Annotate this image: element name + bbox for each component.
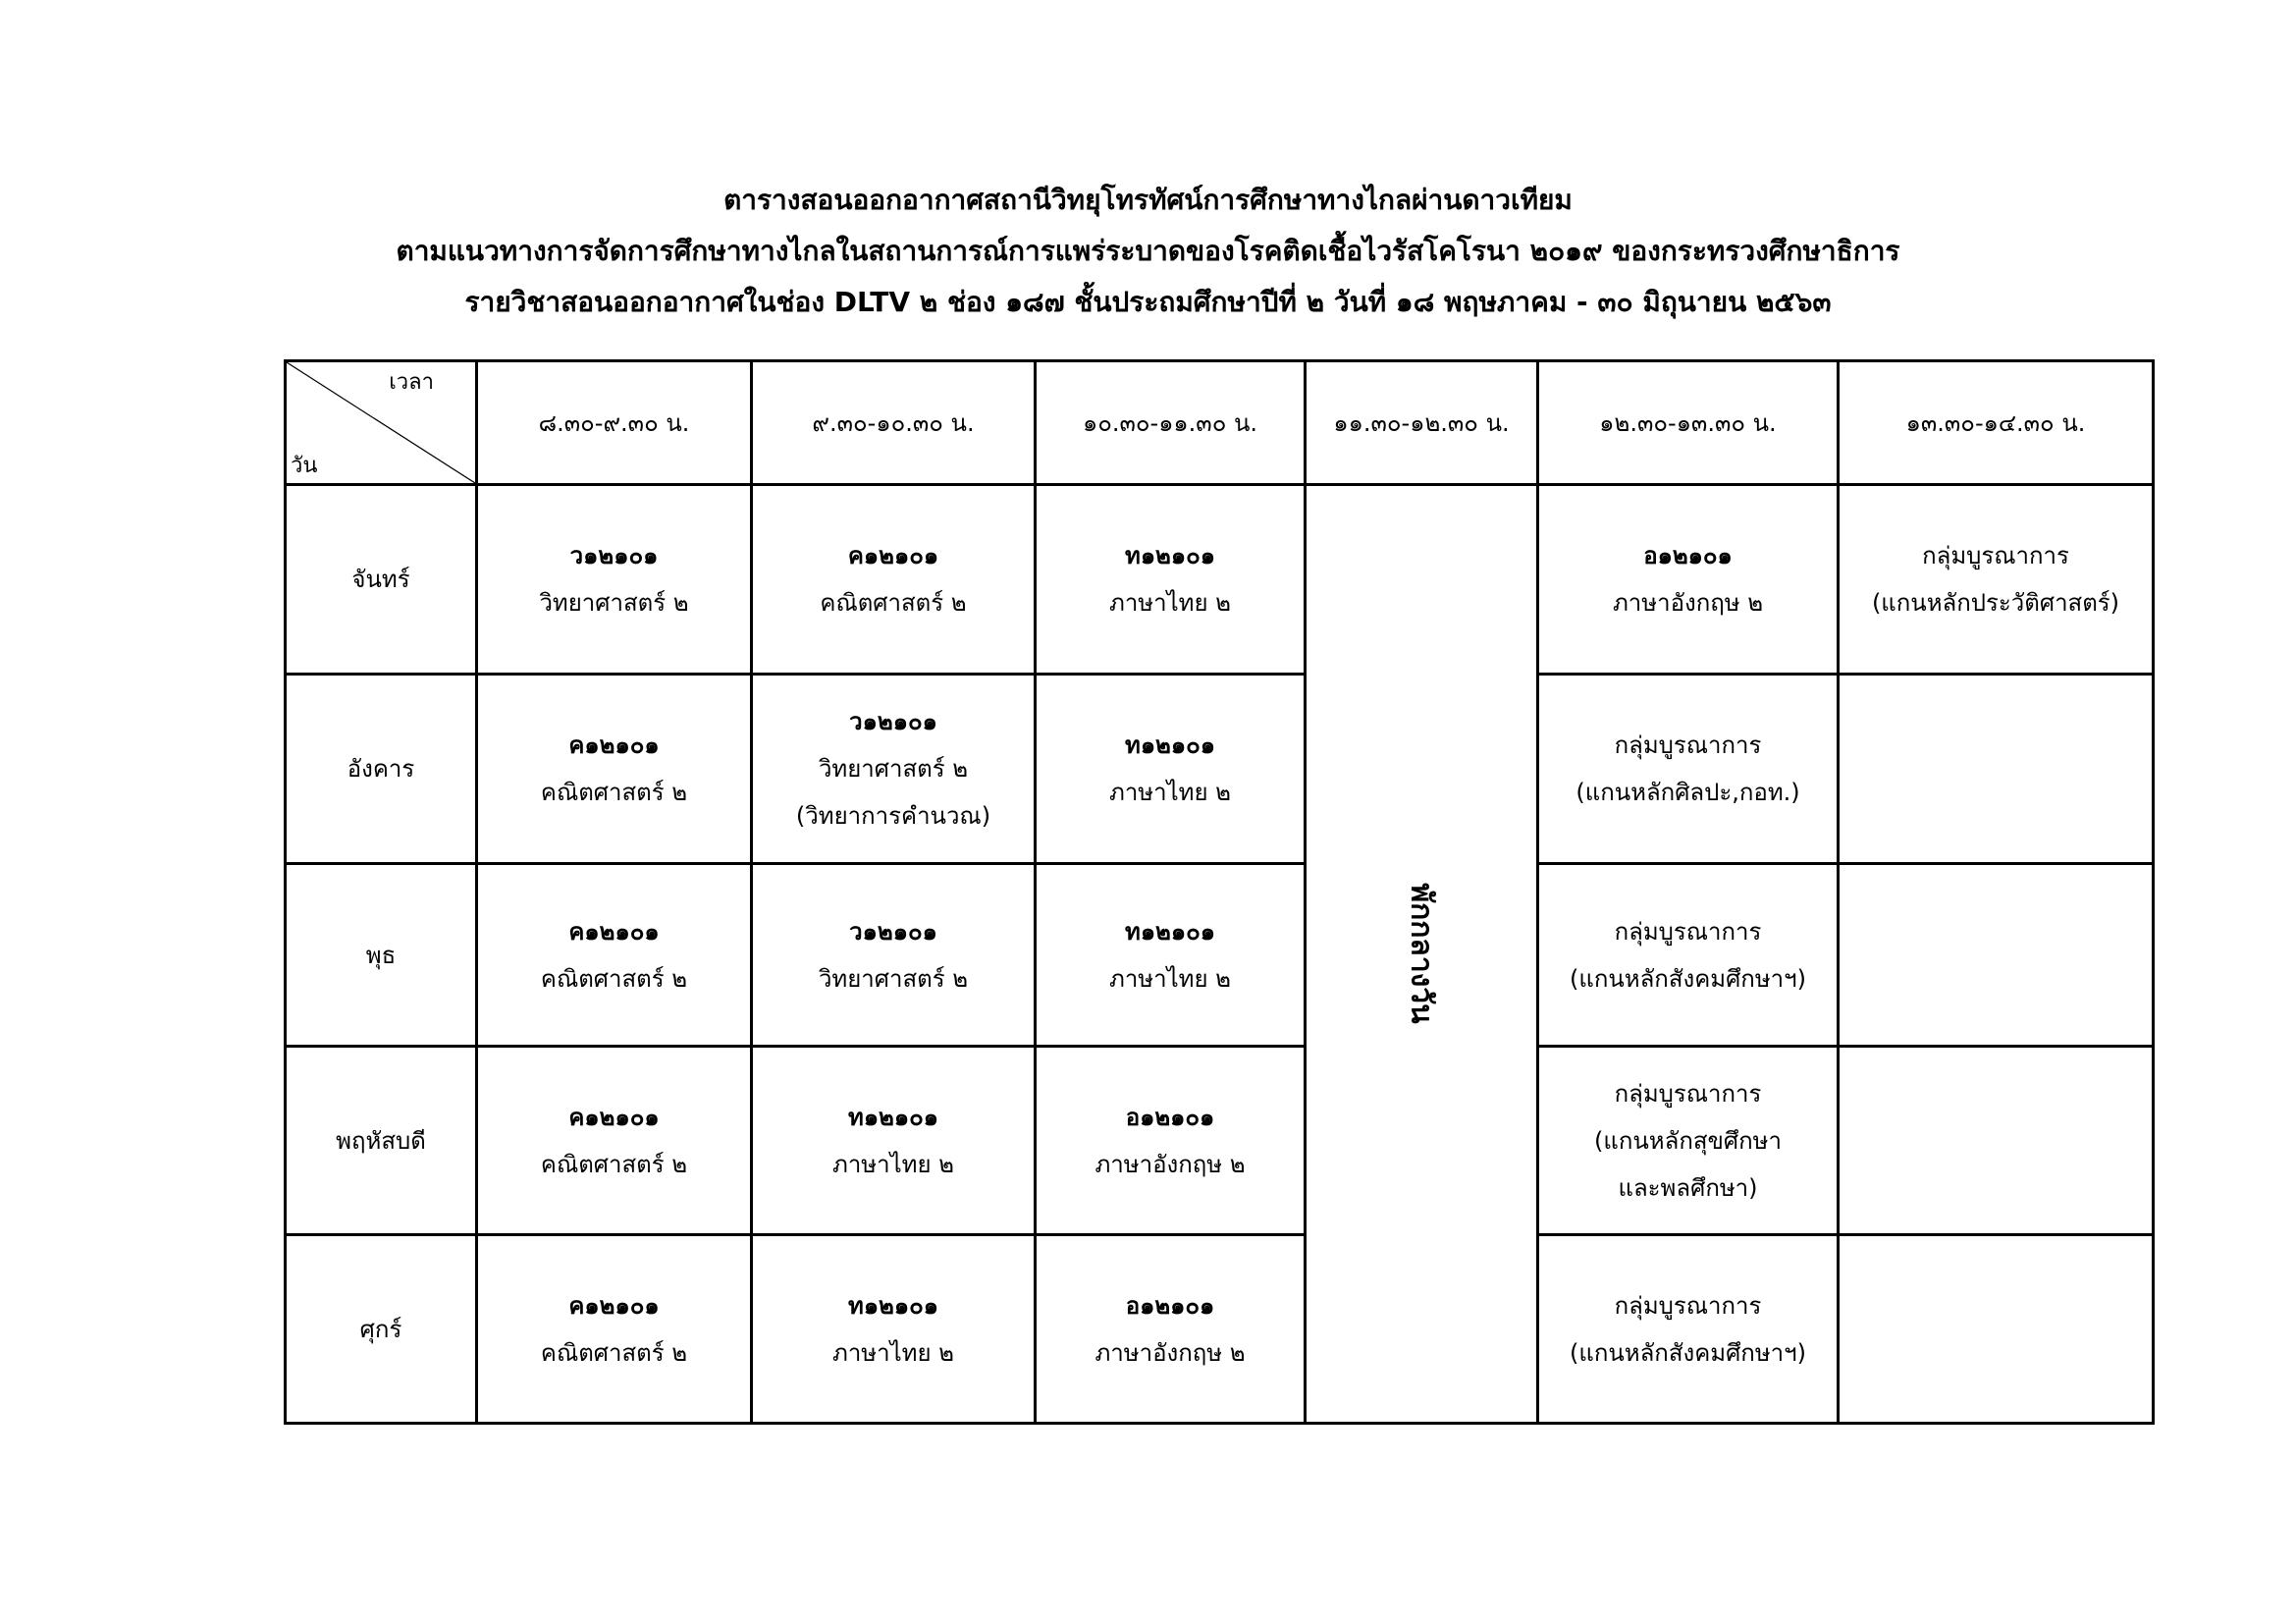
subject-code: ท๑๒๑๐๑ xyxy=(1125,731,1215,759)
subject-code: อ๑๒๑๐๑ xyxy=(1125,1291,1215,1320)
schedule-cell xyxy=(752,1235,1036,1424)
schedule-cell xyxy=(1538,1235,1839,1424)
schedule-cell xyxy=(1036,485,1306,675)
subject-code: ค๑๒๑๐๑ xyxy=(568,1291,660,1320)
schedule-cell xyxy=(477,485,752,675)
subject-code: ว๑๒๑๐๑ xyxy=(569,542,659,569)
subject-name: กลุ่มบูรณาการ xyxy=(1614,917,1762,946)
subject-code: ค๑๒๑๐๑ xyxy=(568,1103,660,1131)
subject-name: คณิตศาสตร์ ๒ xyxy=(820,589,967,617)
subject-name: ภาษาอังกฤษ ๒ xyxy=(1095,1338,1246,1367)
subject-name: ภาษาไทย ๒ xyxy=(1109,964,1231,993)
schedule-cell xyxy=(1538,485,1839,675)
subject-name: กลุ่มบูรณาการ xyxy=(1614,1291,1762,1320)
subject-name: ภาษาอังกฤษ ๒ xyxy=(1612,589,1764,617)
schedule-cell xyxy=(752,1047,1036,1235)
schedule-table xyxy=(284,359,2155,1425)
subject-name: ภาษาไทย ๒ xyxy=(1109,589,1231,617)
lunch-break-label: พักกลางวัน xyxy=(1405,883,1439,1024)
schedule-cell xyxy=(1036,1235,1306,1424)
day-label-thursday: พฤหัสบดี xyxy=(286,1047,477,1235)
corner-day-label: วัน xyxy=(291,454,318,478)
schedule-cell xyxy=(1036,675,1306,864)
day-label-wednesday: พุธ xyxy=(286,864,477,1047)
subject-code: ท๑๒๑๐๑ xyxy=(848,1103,938,1131)
subject-note: (แกนหลักสุขศึกษา xyxy=(1594,1126,1782,1155)
subject-code: อ๑๒๑๐๑ xyxy=(1643,542,1733,569)
subject-code: ว๑๒๑๐๑ xyxy=(849,917,937,946)
table-row-monday xyxy=(286,485,2154,675)
subject-code: ค๑๒๑๐๑ xyxy=(847,542,939,569)
subject-name: กลุ่มบูรณาการ xyxy=(1614,731,1762,759)
schedule-cell xyxy=(1036,1047,1306,1235)
subject-code: ท๑๒๑๐๑ xyxy=(1125,917,1215,946)
time-header-3: ๑๐.๓๐-๑๑.๓๐ น. xyxy=(1036,361,1306,485)
time-header-2: ๙.๓๐-๑๐.๓๐ น. xyxy=(752,361,1036,485)
subject-name: วิทยาศาสตร์ ๒ xyxy=(539,589,689,617)
empty-cell xyxy=(1839,1047,2154,1235)
schedule-cell xyxy=(752,485,1036,675)
schedule-cell xyxy=(1036,864,1306,1047)
subject-note: และพลศึกษา) xyxy=(1618,1173,1758,1202)
subject-name: คณิตศาสตร์ ๒ xyxy=(540,1150,688,1178)
subject-name: ภาษาไทย ๒ xyxy=(1109,779,1231,806)
subject-name: คณิตศาสตร์ ๒ xyxy=(540,1338,688,1367)
table-row-tuesday xyxy=(286,675,2154,864)
subject-name: คณิตศาสตร์ ๒ xyxy=(540,964,688,993)
corner-header-cell xyxy=(286,361,477,485)
schedule-cell xyxy=(477,864,752,1047)
subject-code: ว๑๒๑๐๑ xyxy=(849,708,937,735)
schedule-cell xyxy=(1538,675,1839,864)
day-label-tuesday: อังคาร xyxy=(286,675,477,864)
time-header-1: ๘.๓๐-๙.๓๐ น. xyxy=(477,361,752,485)
schedule-cell xyxy=(1839,485,2154,675)
lunch-break-cell xyxy=(1306,485,1538,1424)
subject-code: ค๑๒๑๐๑ xyxy=(568,731,660,759)
header-row xyxy=(286,361,2154,485)
subject-note: (วิทยาการคำนวณ) xyxy=(795,802,991,830)
subject-note: (แกนหลักศิลปะ,กอท.) xyxy=(1575,779,1800,806)
subject-code: ท๑๒๑๐๑ xyxy=(1125,542,1215,569)
subject-code: ท๑๒๑๐๑ xyxy=(848,1291,938,1320)
table-row-friday xyxy=(286,1235,2154,1424)
subject-note: (แกนหลักสังคมศึกษาฯ) xyxy=(1570,964,1806,993)
subject-note: (แกนหลักประวัติศาสตร์) xyxy=(1871,589,2120,617)
title-line-1: ตารางสอนออกอากาศสถานีวิทยุโทรทัศน์การศึกษาทางไกลผ่านดาวเทียม xyxy=(723,184,1573,216)
schedule-cell xyxy=(477,675,752,864)
subject-name: กลุ่มบูรณาการ xyxy=(1614,1079,1762,1108)
corner-time-label: เวลา xyxy=(389,370,434,395)
day-label-monday: จันทร์ xyxy=(286,485,477,675)
document-header xyxy=(0,175,2296,328)
empty-cell xyxy=(1839,864,2154,1047)
schedule-cell xyxy=(752,675,1036,864)
time-header-5: ๑๒.๓๐-๑๓.๓๐ น. xyxy=(1538,361,1839,485)
schedule-cell xyxy=(1538,1047,1839,1235)
schedule-cell xyxy=(477,1047,752,1235)
subject-name: คณิตศาสตร์ ๒ xyxy=(540,779,688,806)
schedule-cell xyxy=(477,1235,752,1424)
schedule-cell xyxy=(752,864,1036,1047)
table-row-thursday xyxy=(286,1047,2154,1235)
empty-cell xyxy=(1839,675,2154,864)
empty-cell xyxy=(1839,1235,2154,1424)
title-line-3: รายวิชาสอนออกอากาศในช่อง DLTV ๒ ช่อง ๑๘๗ ชั้นประถมศึกษาปีที่ ๒ วันที่ ๑๘ พฤษภาคม - ๓๐ มิถุนายน ๒๕๖๓ xyxy=(464,286,1832,318)
day-label-friday: ศุกร์ xyxy=(286,1235,477,1424)
schedule-cell xyxy=(1538,864,1839,1047)
subject-code: ค๑๒๑๐๑ xyxy=(568,917,660,946)
subject-code: อ๑๒๑๐๑ xyxy=(1125,1103,1215,1131)
subject-name: ภาษาไทย ๒ xyxy=(832,1338,954,1367)
title-line-2: ตามแนวทางการจัดการศึกษาทางไกลในสถานการณ์การแพร่ระบาดของโรคติดเชื้อไวรัสโคโรนา ๒๐๑๙ ของกระทรวงศึกษาธิการ xyxy=(396,235,1900,267)
time-header-4: ๑๑.๓๐-๑๒.๓๐ น. xyxy=(1306,361,1538,485)
subject-name: วิทยาศาสตร์ ๒ xyxy=(818,964,969,993)
subject-note: (แกนหลักสังคมศึกษาฯ) xyxy=(1570,1338,1806,1367)
subject-name: ภาษาไทย ๒ xyxy=(832,1150,954,1178)
subject-name: กลุ่มบูรณาการ xyxy=(1922,542,2069,569)
time-header-6: ๑๓.๓๐-๑๔.๓๐ น. xyxy=(1839,361,2154,485)
subject-name: ภาษาอังกฤษ ๒ xyxy=(1095,1150,1246,1178)
subject-name: วิทยาศาสตร์ ๒ xyxy=(818,755,969,783)
table-row-wednesday xyxy=(286,864,2154,1047)
